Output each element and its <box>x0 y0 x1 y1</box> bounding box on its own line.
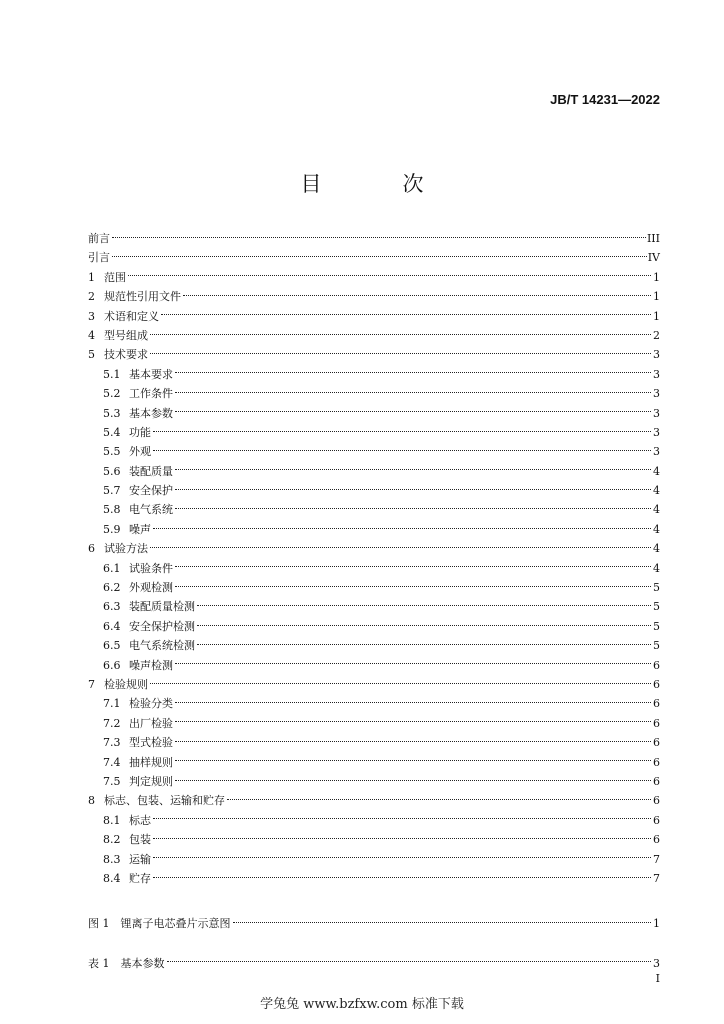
toc-leader-dots <box>167 960 652 962</box>
toc-entry[interactable] <box>88 423 660 442</box>
toc-entry-number: 4 <box>88 328 95 342</box>
toc-leader-dots <box>153 856 651 858</box>
toc-leader-dots <box>112 255 647 257</box>
toc-entry-page: 6 <box>653 677 660 691</box>
toc-entry-page: 3 <box>653 387 660 401</box>
toc-entry-label: 电气系统 <box>129 503 173 517</box>
toc-entry[interactable] <box>88 636 660 655</box>
toc-entry-label: 外观 <box>129 445 151 459</box>
toc-entry-number: 5.9 <box>103 522 121 536</box>
toc-entry-page: 3 <box>653 425 660 439</box>
toc-entry[interactable] <box>88 830 660 849</box>
toc-entry-label: 功能 <box>129 425 151 439</box>
toc-leader-dots <box>175 488 651 490</box>
toc-entry[interactable] <box>88 869 660 888</box>
toc-entry-number: 6.2 <box>103 581 121 595</box>
toc-entry-page: 6 <box>653 736 660 750</box>
toc-entry-number: 7.2 <box>103 716 121 730</box>
toc-entry-page: 6 <box>653 658 660 672</box>
toc-leader-dots <box>197 604 651 606</box>
toc-entry-label: 运输 <box>129 852 151 866</box>
toc-entry-page: IV <box>647 251 660 265</box>
toc-entry[interactable] <box>88 656 660 675</box>
toc-entry-page: 4 <box>653 561 660 575</box>
toc-leader-dots <box>175 391 651 393</box>
toc-entry-label: 术语和定义 <box>104 309 159 323</box>
toc-entry-page: 6 <box>653 813 660 827</box>
toc-entry-page: 3 <box>653 406 660 420</box>
toc-entry-page: 3 <box>653 348 660 362</box>
toc-entry[interactable] <box>88 462 660 481</box>
toc-leader-dots <box>227 798 651 800</box>
toc-entry-number: 7.4 <box>103 755 121 769</box>
toc-leader-dots <box>175 507 651 509</box>
toc-entry-page: 3 <box>653 956 660 970</box>
toc-entry-label: 范围 <box>104 270 126 284</box>
toc-entry-label: 安全保护检测 <box>129 619 195 633</box>
toc-entry-number: 5.1 <box>103 367 121 381</box>
toc-leader-dots <box>128 274 651 276</box>
toc-entry-number: 5.7 <box>103 484 121 498</box>
toc-entry-page: 1 <box>653 917 660 931</box>
toc-entry[interactable] <box>88 559 660 578</box>
toc-entry-page: 3 <box>653 367 660 381</box>
toc-leader-dots <box>153 876 651 878</box>
toc-entry[interactable] <box>88 384 660 403</box>
toc-entry-page: 4 <box>653 484 660 498</box>
document-code: JB/T 14231—2022 <box>550 92 660 107</box>
toc-entry-number: 5.5 <box>103 445 121 459</box>
toc-entry[interactable] <box>88 791 660 810</box>
toc-entry[interactable] <box>88 229 660 248</box>
toc-entry[interactable] <box>88 539 660 558</box>
toc-entry-label: 表 1 基本参数 <box>88 956 165 970</box>
toc-leader-dots <box>175 468 651 470</box>
toc-leader-dots <box>153 449 651 451</box>
toc-entry-number: 3 <box>88 309 95 323</box>
toc-entry-label: 噪声 <box>129 522 151 536</box>
toc-entry-page: 4 <box>653 522 660 536</box>
toc-entry[interactable] <box>88 481 660 500</box>
toc-entry-number: 8.1 <box>103 813 121 827</box>
toc-entry-number: 5.4 <box>103 425 121 439</box>
toc-entry-label: 抽样规则 <box>129 755 173 769</box>
toc-entry-number: 6 <box>88 542 95 556</box>
toc-entry[interactable] <box>88 520 660 539</box>
toc-entry[interactable] <box>88 248 660 267</box>
toc-entry[interactable] <box>88 675 660 694</box>
toc-entry-number: 7.1 <box>103 697 121 711</box>
toc-leader-dots <box>150 352 651 354</box>
toc-entry-number: 6.3 <box>103 600 121 614</box>
toc-entry-page: 6 <box>653 697 660 711</box>
toc-entry-label: 型号组成 <box>104 328 148 342</box>
toc-entry-page: 3 <box>653 445 660 459</box>
toc-entry-page: 1 <box>653 270 660 284</box>
toc-spacer <box>88 934 660 954</box>
toc-entry-label: 技术要求 <box>104 348 148 362</box>
toc-entry[interactable] <box>88 404 660 423</box>
toc-title: 目 次 <box>300 172 454 196</box>
toc-entry[interactable] <box>88 714 660 733</box>
toc-entry-page: 5 <box>653 639 660 653</box>
toc-entry-page: III <box>646 232 660 245</box>
toc-leader-dots <box>112 236 646 238</box>
toc-entry-page: 1 <box>653 309 660 323</box>
toc-entry-page: 6 <box>653 755 660 769</box>
toc-entry-number: 8.3 <box>103 852 121 866</box>
toc-entry-number: 7 <box>88 677 95 691</box>
toc-leader-dots <box>175 585 651 587</box>
toc-leader-dots <box>150 682 651 684</box>
toc-entry-number: 5.8 <box>103 503 121 517</box>
toc-entry[interactable] <box>88 307 660 326</box>
toc-entry-page: 5 <box>653 581 660 595</box>
toc-entry-label: 装配质量 <box>129 464 173 478</box>
toc-entry[interactable] <box>88 442 660 461</box>
toc-entry-label: 检验分类 <box>129 697 173 711</box>
toc-entry-label: 外观检测 <box>129 581 173 595</box>
toc-entry-page: 4 <box>653 542 660 556</box>
toc-leader-dots <box>161 313 651 315</box>
toc-entry-label: 图 1 锂离子电芯叠片示意图 <box>88 917 231 931</box>
toc-entry[interactable] <box>88 954 660 973</box>
toc-leader-dots <box>175 410 651 412</box>
toc-entry-label: 试验方法 <box>104 542 148 556</box>
toc-leader-dots <box>183 294 651 296</box>
toc-entry-number: 8 <box>88 794 95 808</box>
table-of-contents <box>88 229 660 973</box>
footer-watermark: 学兔兔 www.bzfxw.com 标准下载 <box>260 997 464 1012</box>
toc-entry-label: 检验规则 <box>104 677 148 691</box>
toc-entry-label: 规范性引用文件 <box>104 290 181 304</box>
toc-entry-label: 噪声检测 <box>129 658 173 672</box>
toc-entry[interactable] <box>88 578 660 597</box>
toc-entry-page: 6 <box>653 794 660 808</box>
toc-entry-label: 电气系统检测 <box>129 639 195 653</box>
toc-entry-label: 基本参数 <box>129 406 173 420</box>
toc-entry[interactable] <box>88 914 660 933</box>
toc-entry-label: 基本要求 <box>129 367 173 381</box>
toc-entry-number: 5 <box>88 348 95 362</box>
toc-entry-number: 6.1 <box>103 561 121 575</box>
toc-entry-number: 7.3 <box>103 736 121 750</box>
toc-entry-number: 5.3 <box>103 406 121 420</box>
toc-entry-page: 5 <box>653 619 660 633</box>
toc-entry-page: 2 <box>653 328 660 342</box>
toc-entry-page: 5 <box>653 600 660 614</box>
toc-entry[interactable] <box>88 597 660 616</box>
toc-entry-label: 安全保护 <box>129 484 173 498</box>
toc-entry[interactable] <box>88 733 660 752</box>
toc-leader-dots <box>150 333 651 335</box>
toc-leader-dots <box>153 527 651 529</box>
toc-leader-dots <box>153 837 651 839</box>
toc-entry-page: 4 <box>653 464 660 478</box>
toc-entry-label: 引言 <box>88 251 110 265</box>
toc-entry[interactable] <box>88 345 660 364</box>
toc-entry-label: 装配质量检测 <box>129 600 195 614</box>
toc-entry-number: 6.5 <box>103 639 121 653</box>
toc-entry-label: 贮存 <box>129 871 151 885</box>
toc-leader-dots <box>197 643 651 645</box>
toc-leader-dots <box>175 701 651 703</box>
toc-entry-number: 6.4 <box>103 619 121 633</box>
toc-leader-dots <box>197 624 651 626</box>
toc-entry-label: 判定规则 <box>129 774 173 788</box>
toc-entry-label: 工作条件 <box>129 387 173 401</box>
toc-entry-number: 2 <box>88 290 95 304</box>
toc-entry[interactable] <box>88 772 660 791</box>
toc-entry-label: 试验条件 <box>129 561 173 575</box>
toc-entry-number: 5.2 <box>103 387 121 401</box>
toc-leader-dots <box>175 371 651 373</box>
toc-entry[interactable] <box>88 268 660 287</box>
toc-entry-label: 标志 <box>129 813 151 827</box>
toc-entry[interactable] <box>88 850 660 869</box>
toc-leader-dots <box>175 720 651 722</box>
toc-leader-dots <box>153 430 651 432</box>
toc-entry[interactable] <box>88 326 660 345</box>
toc-entry-number: 7.5 <box>103 774 121 788</box>
toc-spacer <box>88 888 660 914</box>
toc-entry[interactable] <box>88 287 660 306</box>
toc-entry-page: 4 <box>653 503 660 517</box>
toc-entry-label: 包装 <box>129 833 151 847</box>
toc-entry-label: 前言 <box>88 232 110 245</box>
toc-leader-dots <box>150 546 651 548</box>
toc-entry-label: 标志、包装、运输和贮存 <box>104 794 225 808</box>
page-number: I <box>655 972 660 985</box>
toc-entry-page: 1 <box>653 290 660 304</box>
toc-entry-page: 7 <box>653 852 660 866</box>
toc-entry[interactable] <box>88 617 660 636</box>
toc-entry[interactable] <box>88 500 660 519</box>
toc-leader-dots <box>233 921 652 923</box>
toc-entry[interactable] <box>88 365 660 384</box>
toc-leader-dots <box>175 779 651 781</box>
toc-entry-number: 1 <box>88 270 95 284</box>
toc-entry-number: 8.2 <box>103 833 121 847</box>
toc-entry-number: 6.6 <box>103 658 121 672</box>
toc-entry-page: 7 <box>653 871 660 885</box>
toc-leader-dots <box>175 565 651 567</box>
toc-entry-number: 8.4 <box>103 871 121 885</box>
toc-leader-dots <box>175 740 651 742</box>
toc-leader-dots <box>153 817 651 819</box>
toc-entry-number: 5.6 <box>103 464 121 478</box>
toc-entry-label: 出厂检验 <box>129 716 173 730</box>
toc-leader-dots <box>175 662 651 664</box>
toc-entry-page: 6 <box>653 774 660 788</box>
toc-entry[interactable] <box>88 753 660 772</box>
toc-leader-dots <box>175 759 651 761</box>
toc-entry-label: 型式检验 <box>129 736 173 750</box>
toc-entry[interactable] <box>88 811 660 830</box>
toc-entry[interactable] <box>88 694 660 713</box>
toc-entry-page: 6 <box>653 716 660 730</box>
toc-entry-page: 6 <box>653 833 660 847</box>
